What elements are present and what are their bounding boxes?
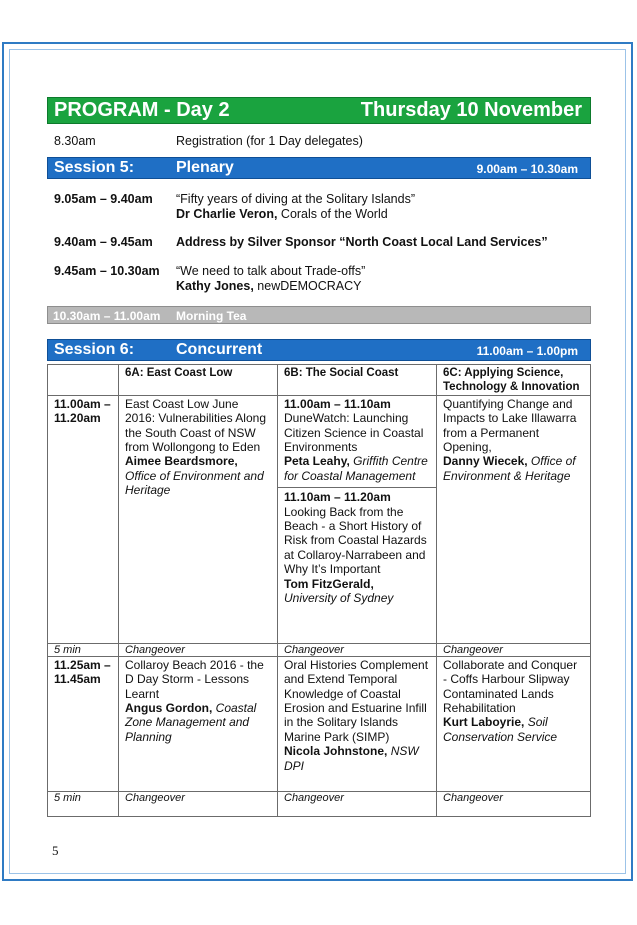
changeover-label: Changeover	[119, 791, 278, 816]
talk-title: Quantifying Change and Impacts to Lake Illawarra from a Permanent Opening,	[443, 396, 577, 455]
table-cell	[278, 656, 437, 791]
item-title: Address by Silver Sponsor “North Coast Local Land Services”	[176, 235, 548, 249]
changeover-row	[48, 791, 591, 816]
talk-speaker: Kurt Laboyrie,	[443, 715, 525, 730]
talk-speaker: Peta Leahy,	[284, 454, 350, 469]
program-date: Thursday 10 November	[360, 99, 582, 121]
page-number: 5	[52, 843, 59, 858]
column-header: 6A: East Coast Low	[119, 365, 278, 396]
morning-tea-bar	[47, 306, 591, 324]
talk-affiliation: Soil Conservation Service	[443, 715, 558, 744]
changeover-label: Changeover	[278, 791, 437, 816]
table-cell	[278, 395, 437, 643]
table-row	[48, 395, 591, 643]
registration-text: Registration (for 1 Day delegates)	[176, 134, 363, 148]
morning-tea-time: 10.30am – 11.00am	[53, 309, 161, 323]
changeover-label: Changeover	[278, 643, 437, 656]
changeover-row	[48, 643, 591, 656]
talk-speaker: Danny Wiecek,	[443, 454, 528, 469]
session6-bar	[47, 339, 591, 361]
talk-title: East Coast Low June 2016: Vulnerabilities Along the South Coast of NSW from Wollongong to Eden	[125, 396, 266, 455]
talk-affiliation: Coastal Zone Management and Planning	[125, 701, 257, 744]
item-affiliation: newDEMOCRACY	[253, 279, 362, 293]
slot-time: 11.25am – 11.45am	[48, 656, 119, 791]
table-row	[48, 656, 591, 791]
talk-title: DuneWatch: Launching Citizen Science in Coastal Environments	[284, 411, 424, 455]
talk-affiliation: University of Sydney	[284, 591, 394, 606]
session6-type: Concurrent	[176, 341, 263, 358]
table-header-row	[48, 365, 591, 396]
session6-label: Session 6:	[54, 341, 135, 358]
session5-label: Session 5:	[54, 159, 135, 176]
talk-title: Looking Back from the Beach - a Short History of Risk from Coastal Hazards at Collaroy-Narrabeen and Why It’s Important	[284, 504, 427, 577]
session5-time: 9.00am – 10.30am	[476, 162, 578, 176]
session5-type: Plenary	[176, 159, 234, 176]
talk-title: Collaborate and Conquer - Coffs Harbour Slipway Contaminated Lands Rehabilitation	[443, 657, 578, 716]
session6-table	[47, 364, 591, 817]
item-title: “We need to talk about Trade-offs”	[176, 264, 366, 278]
slot-time: 11.00am – 11.20am	[48, 395, 119, 643]
changeover-duration: 5 min	[48, 643, 119, 656]
table-cell	[119, 395, 278, 643]
item-time: 9.05am – 9.40am	[54, 192, 153, 206]
changeover-label: Changeover	[437, 791, 591, 816]
changeover-label: Changeover	[437, 643, 591, 656]
subslot-divider	[278, 487, 436, 605]
subslot-time: 11.00am – 11.10am	[284, 396, 391, 411]
changeover-label: Changeover	[119, 643, 278, 656]
talk-speaker: Aimee Beardsmore,	[125, 454, 238, 469]
talk-speaker: Tom FitzGerald,	[284, 576, 374, 591]
item-affiliation: Corals of the World	[277, 207, 388, 221]
item-time: 9.40am – 9.45am	[54, 235, 153, 249]
talk-speaker: Angus Gordon,	[125, 701, 213, 716]
column-header: 6C: Applying Science, Technology & Innovation	[437, 365, 591, 396]
talk-affiliation: Office of Environment & Heritage	[443, 454, 576, 483]
item-title: “Fifty years of diving at the Solitary Islands”	[176, 192, 415, 206]
program-header-bar	[47, 97, 591, 124]
talk-affiliation: NSW DPI	[284, 744, 419, 773]
talk-speaker: Nicola Johnstone,	[284, 744, 388, 759]
talk-affiliation: Griffith Centre for Coastal Management	[284, 454, 428, 483]
table-cell	[119, 656, 278, 791]
registration-time: 8.30am	[54, 134, 96, 148]
session5-bar	[47, 157, 591, 179]
table-cell	[437, 395, 591, 643]
table-cell	[437, 656, 591, 791]
table-cell	[48, 365, 119, 396]
talk-title: Collaroy Beach 2016 - the D Day Storm - Lessons Learnt	[125, 657, 264, 701]
morning-tea-label: Morning Tea	[176, 309, 247, 323]
item-speaker: Dr Charlie Veron,	[176, 207, 278, 221]
item-speaker: Kathy Jones,	[176, 279, 254, 293]
session6-time: 11.00am – 1.00pm	[476, 344, 578, 358]
changeover-duration: 5 min	[48, 791, 119, 816]
column-header: 6B: The Social Coast	[278, 365, 437, 396]
talk-affiliation: Office of Environment and Heritage	[125, 468, 264, 498]
subslot-time: 11.10am – 11.20am	[284, 490, 391, 505]
program-title: PROGRAM - Day 2	[54, 99, 230, 121]
item-time: 9.45am – 10.30am	[54, 264, 160, 278]
talk-title: Oral Histories Complement and Extend Temporal Knowledge of Coastal Erosion and Estuarine Infill in the Solitary Islands Marine Park (SIMP)	[284, 657, 429, 744]
